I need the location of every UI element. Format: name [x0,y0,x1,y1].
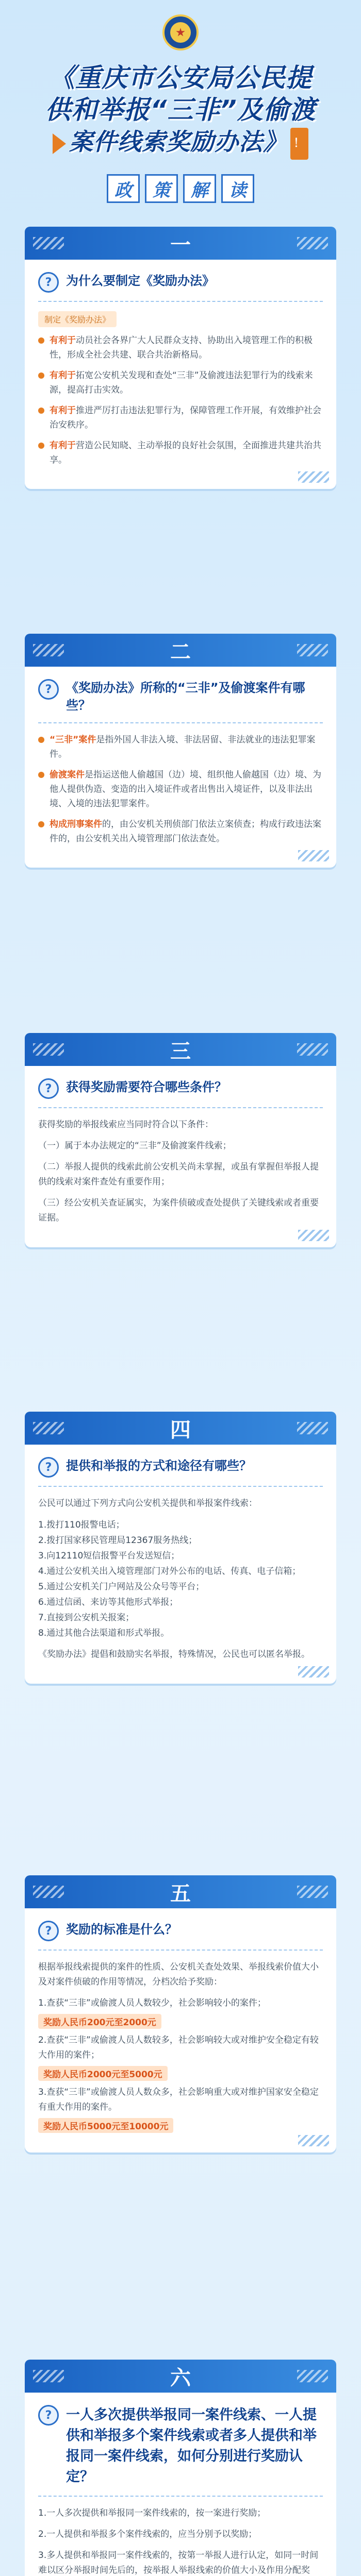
section-question: ? 奖励的标准是什么？ [38,1921,323,1951]
award-amount: 奖励人民币2000元至5000元 [38,2066,168,2081]
list-item: 有利于动员社会各界广大人民群众支持、协助出入境管理工作的积极性，形成全社会共建、联合共治新格局。 [38,333,323,362]
subtitle-char: 解 [183,174,216,203]
bullet-dot-icon [38,337,44,344]
bullet-dot-icon [38,372,44,379]
section-number-tab: 二 [25,634,336,667]
section-number-tab: 六 [25,2360,336,2393]
page-title [21,62,340,160]
list-item: “三非”案件是指外国人非法入境、非法居留、非法就业的违法犯罪案件。 [38,733,323,761]
title-line-2: 供和举报“三非”及偷渡 [45,95,316,125]
section-question: ? 获得奖励需要符合哪些条件？ [38,1078,323,1108]
list-item: 3.查获“三非”或偷渡人员人数众多，社会影响重大或对维护国家安全稳定有重大作用的案件。 [38,2087,319,2112]
list-item: 6.通过信函、来访等其他形式举报； [38,1597,178,1607]
bullet-dot-icon [38,737,44,743]
section-card [25,1445,336,1684]
question-icon: ? [38,1457,59,1478]
section-question: ? 为什么要制定《奖励办法》 [38,272,323,302]
section-card [25,1066,336,1247]
question-icon: ? [38,1921,59,1941]
question-icon: ? [38,1078,59,1099]
list-item: （二）举报人提供的线索此前公安机关尚未掌握，或虽有掌握但举报人提供的线索对案件查处有重要作用； [38,1162,319,1187]
section-question: ? 提供和举报的方式和途径有哪些？ [38,1457,323,1487]
list-item: 有利于拓宽公安机关发现和查处“三非”及偷渡违法犯罪行为的线索来源，提高打击实效。 [38,368,323,397]
question-icon: ? [38,272,59,293]
list-item: 7.直接到公安机关报案； [38,1613,135,1623]
section-number-tab: 一 [25,227,336,260]
list-item: 4.通过公安机关出入境管理部门对外公布的电话、传真、电子信箱； [38,1566,301,1577]
arrow-right-icon [53,133,66,154]
question-icon: ? [38,2405,59,2426]
list-item: 1.一人多次提供和举报同一案件线索的，按一案进行奖励； [38,2508,266,2518]
list-item: 5.通过公安机关门户网站及公众号等平台； [38,1582,205,1592]
list-item: 2.拨打国家移民管理局12367服务热线； [38,1535,198,1546]
bullet-dot-icon [38,772,44,778]
list-item: 1.拨打110报警电话； [38,1520,125,1530]
subtitle-char: 政 [107,174,140,203]
section-question: ? 一人多次提供举报同一案件线索、一人提供和举报多个案件线索或者多人提供和举报同一案件线索，如何分别进行奖励认定？ [38,2405,323,2497]
section-card [25,2393,336,2576]
section-tag: 制定《奖励办法》 [38,311,117,327]
section-4 [25,1412,336,1684]
section-intro: 获得奖励的举报线索应当同时符合以下条件： [38,1120,214,1130]
header [0,0,361,222]
section-1 [25,227,336,489]
police-emblem-icon [162,14,199,50]
list-item: 有利于推进严厉打击违法犯罪行为，保障管理工作开展，有效维护社会治安秩序。 [38,403,323,432]
section-intro: 根据举报线索提供的案件的性质、公安机关查处效果、举报线索价值大小及对案件侦破的作用等情况，分档次给予奖励： [38,1962,319,1987]
bullet-dot-icon [38,443,44,449]
subtitle-char: 策 [145,174,178,203]
award-amount: 奖励人民币5000元至10000元 [38,2118,173,2133]
section-3 [25,1033,336,1247]
list-item: 2.查获“三非”或偷渡人员人数较多，社会影响较大或对维护安全稳定有较大作用的案件； [38,2035,319,2060]
list-item: 3.多人提供和举报同一案件线索的，按第一举报人进行认定，如同一时间难以区分举报时间先后的，按举报人举报线索的价值大小及作用分配奖 [38,2550,319,2575]
title-line-3: 案件线索奖励办法》 ！ [21,126,340,160]
list-item: （一）属于本办法规定的“三非”及偷渡案件线索； [38,1141,232,1151]
bullet-dot-icon [38,821,44,827]
list-item: （三）经公安机关查证属实，为案件侦破或查处提供了关键线索或者重要证据。 [38,1198,319,1223]
section-6 [25,2360,336,2576]
section-number-tab: 三 [25,1033,336,1066]
title-line-1: 《重庆市公安局公民提 [49,63,312,93]
section-card [25,260,336,489]
list-item: 8.通过其他合法渠道和形式举报。 [38,1628,170,1638]
list-item: 偷渡案件是指运送他人偷越国（边）境、组织他人偷越国（边）境、为他人提供伪造、变造的出入境证件或者出售出入境证件，以及非法出境、入境的违法犯罪案件。 [38,768,323,811]
list-item: 1.查获“三非”或偷渡人员人数较少，社会影响较小的案件； [38,1998,266,2008]
list-item: 3.向12110短信报警平台发送短信； [38,1551,180,1561]
section-card [25,1908,336,2153]
list-item: 2.一人提供和举报多个案件线索的，应当分别予以奖励； [38,2529,257,2539]
list-item: 有利于营造公民知晓、主动举报的良好社会氛围，全面推进共建共治共享。 [38,438,323,467]
section-number-tab: 四 [25,1412,336,1445]
award-amount: 奖励人民币200元至2000元 [38,2014,161,2029]
section-number-tab: 五 [25,1875,336,1908]
section-card [25,667,336,868]
section-note: 《奖励办法》提倡和鼓励实名举报，特殊情况，公民也可以匿名举报。 [38,1649,310,1659]
section-5 [25,1875,336,2153]
question-icon: ? [38,679,59,700]
bullet-dot-icon [38,408,44,414]
list-item: 构成刑事案件的，由公安机关刑侦部门依法立案侦查；构成行政违法案件的，由公安机关出入境管理部门依法查处。 [38,817,323,846]
subtitle-char: 读 [221,174,254,203]
subtitle-policy-interpretation [98,174,263,203]
section-2 [25,634,336,868]
exclamation-badge: ！ [290,128,308,160]
section-intro: 公民可以通过下列方式向公安机关提供和举报案件线索： [38,1498,257,1509]
section-question: ? 《奖励办法》所称的“三非”及偷渡案件有哪些？ [38,679,323,723]
